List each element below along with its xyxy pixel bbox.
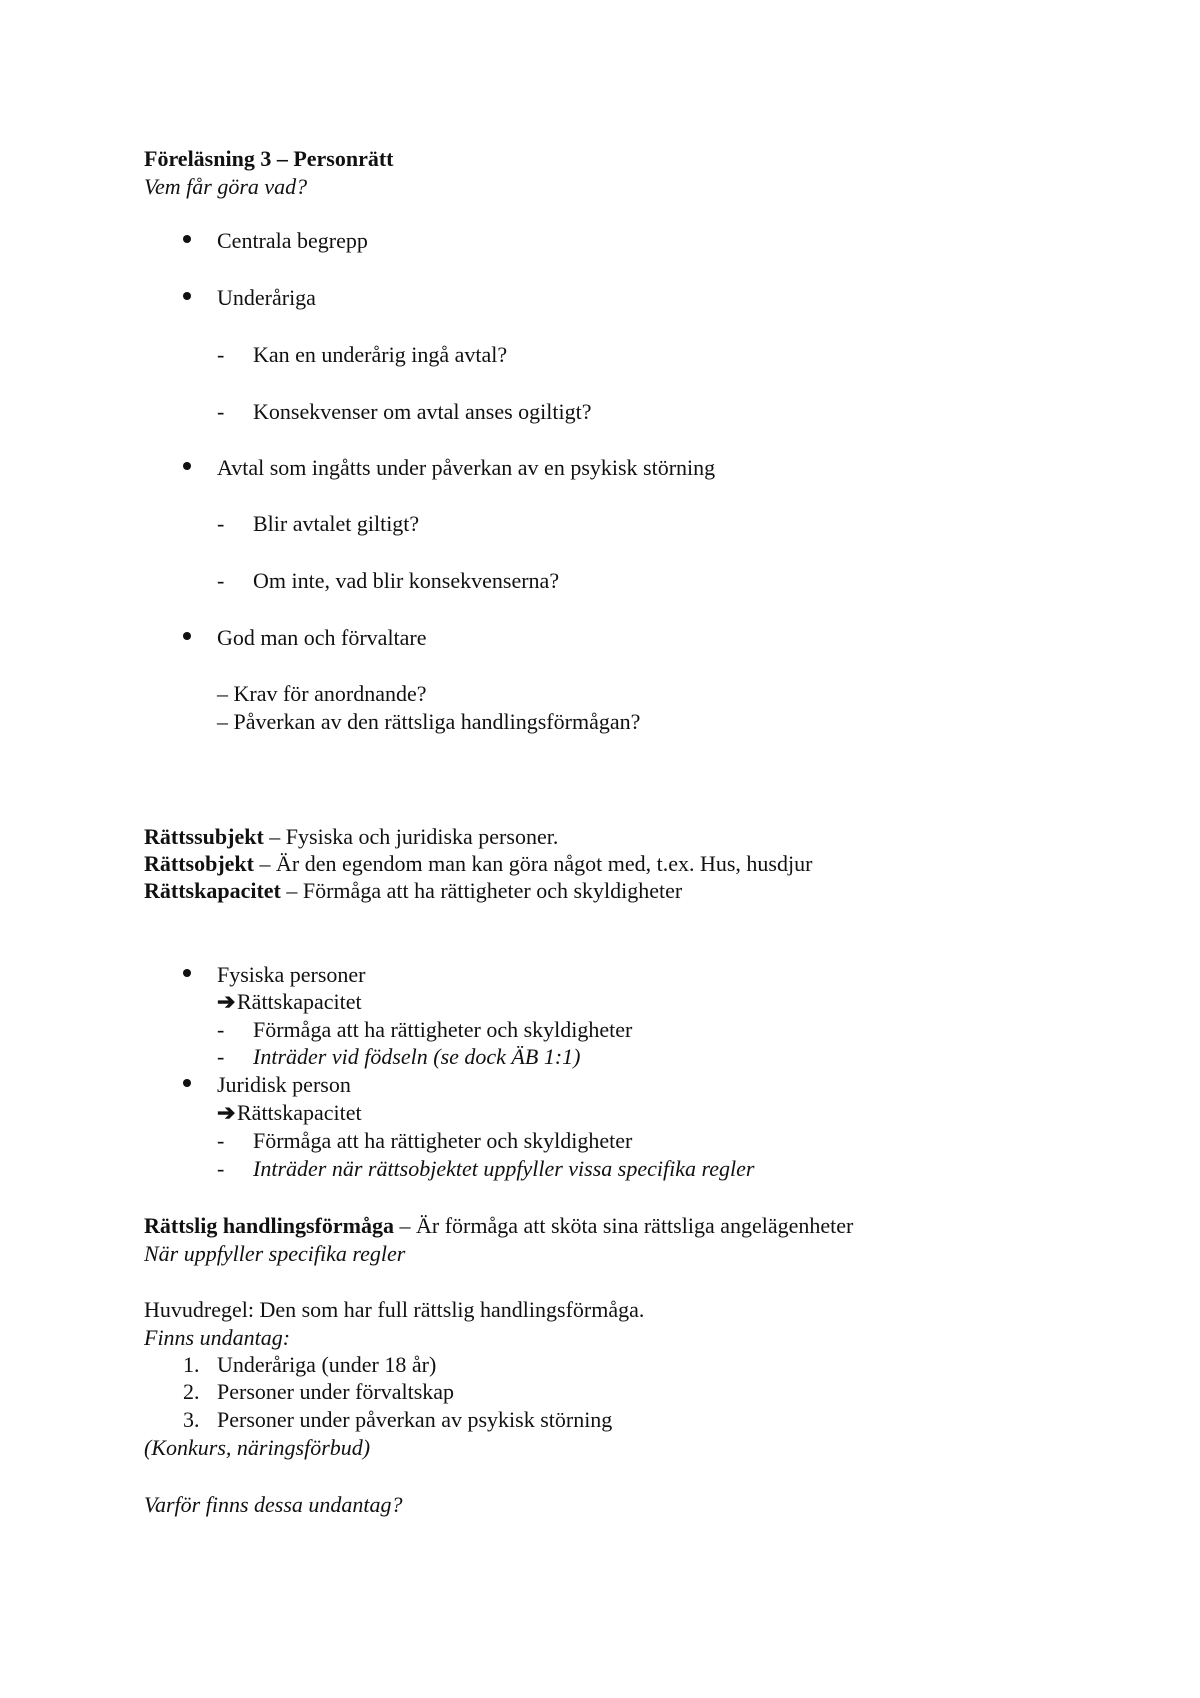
bullet-icon (183, 292, 191, 300)
document-subtitle: Vem får göra vad? (144, 174, 308, 199)
topic-subitem: Om inte, vad blir konsekvenserna? (253, 568, 560, 593)
definition-line (144, 853, 812, 875)
topic-subitem: – Påverkan av den rättsliga handlingsförmågan? (217, 709, 641, 734)
definition-term: Rättsobjekt (144, 851, 254, 876)
bullet-icon (183, 462, 191, 470)
exception-item: Personer under förvaltskap (217, 1379, 455, 1404)
dash-marker: - (217, 1017, 225, 1042)
person-type: Fysiska personer (217, 962, 366, 987)
bullet-icon (183, 1079, 191, 1087)
dash-marker: - (217, 342, 225, 367)
exceptions-note: (Konkurs, näringsförbud) (144, 1435, 371, 1460)
capacity-line (217, 1102, 362, 1124)
dash-marker: - (217, 1044, 225, 1069)
topic-subitem: Blir avtalet giltigt? (253, 511, 420, 536)
definition-text: – Fysiska och juridiska personer. (263, 824, 559, 849)
person-detail: Förmåga att ha rättigheter och skyldigheter (253, 1128, 633, 1153)
list-number: 3. (183, 1407, 200, 1432)
capacity-label: Rättskapacitet (237, 1100, 362, 1125)
dash-marker: - (217, 399, 225, 424)
dash-marker: - (217, 1128, 225, 1153)
definition-line (144, 1215, 853, 1237)
bullet-icon (183, 969, 191, 977)
list-number: 2. (183, 1379, 200, 1404)
definition-term: Rättskapacitet (144, 878, 281, 903)
topic-subitem: Kan en underårig ingå avtal? (253, 342, 508, 367)
topic-subitem: – Krav för anordnande? (217, 681, 427, 706)
person-detail: Förmåga att ha rättigheter och skyldigheter (253, 1017, 633, 1042)
definition-text: – Är den egendom man kan göra något med, t.ex. Hus, husdjur (254, 851, 813, 876)
exception-item: Personer under påverkan av psykisk störning (217, 1407, 613, 1432)
bullet-icon (183, 235, 191, 243)
dash-marker: - (217, 1156, 225, 1181)
dash-marker: - (217, 568, 225, 593)
capacity-label: Rättskapacitet (237, 989, 362, 1014)
definition-line (144, 826, 558, 848)
definition-term: Rättssubjekt (144, 824, 264, 849)
topic-item: God man och förvaltare (217, 625, 427, 650)
person-detail: Inträder vid födseln (se dock ÄB 1:1) (253, 1044, 581, 1069)
person-type: Juridisk person (217, 1072, 351, 1097)
definition-line (144, 880, 682, 902)
topic-item: Underåriga (217, 285, 316, 310)
dash-marker: - (217, 511, 225, 536)
topic-item: Centrala begrepp (217, 228, 368, 253)
definition-text: – Förmåga att ha rättigheter och skyldigheter (280, 878, 683, 903)
handling-sub: När uppfyller specifika regler (144, 1241, 406, 1266)
person-detail: Inträder när rättsobjektet uppfyller vissa specifika regler (253, 1156, 755, 1181)
exceptions-label: Finns undantag: (144, 1325, 291, 1350)
exception-item: Underåriga (under 18 år) (217, 1352, 437, 1377)
definition-term: Rättslig handlingsförmåga (144, 1213, 394, 1238)
definition-text: – Är förmåga att sköta sina rättsliga angelägenheter (393, 1213, 854, 1238)
arrow-right-icon: ➔ (217, 1100, 236, 1125)
document-title: Föreläsning 3 – Personrätt (144, 146, 394, 171)
arrow-right-icon: ➔ (217, 989, 236, 1014)
topic-item: Avtal som ingåtts under påverkan av en psykisk störning (217, 455, 716, 480)
bullet-icon (183, 632, 191, 640)
closing-question: Varför finns dessa undantag? (144, 1492, 403, 1517)
topic-subitem: Konsekvenser om avtal anses ogiltigt? (253, 399, 592, 424)
main-rule: Huvudregel: Den som har full rättslig handlingsförmåga. (144, 1297, 645, 1322)
list-number: 1. (183, 1352, 200, 1377)
capacity-line (217, 991, 362, 1013)
